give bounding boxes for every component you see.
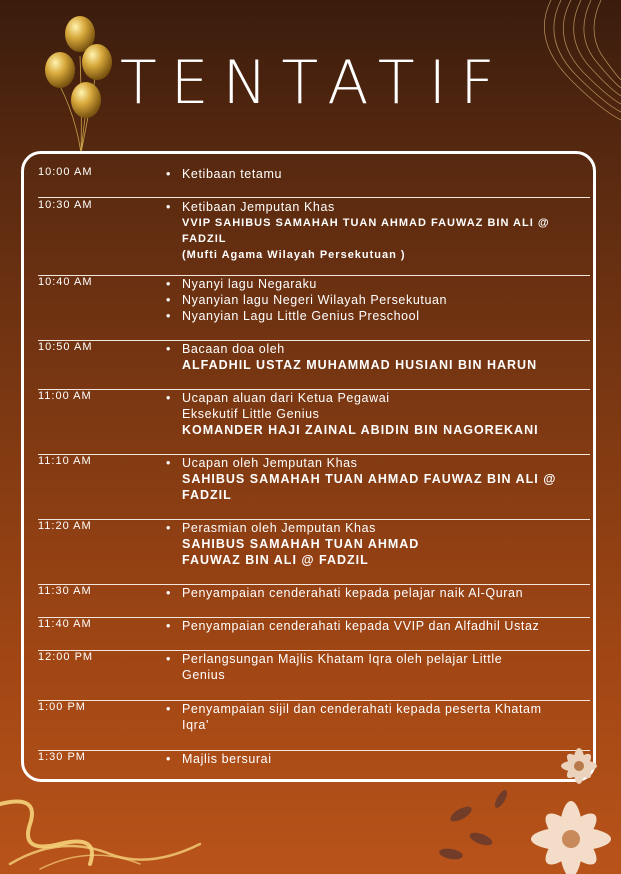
schedule-items [166,341,578,373]
schedule-time: 1:30 PM [38,751,86,763]
schedule-item-detail: FADZIL [182,233,227,245]
schedule-item: • Nyanyi lagu Negaraku [166,276,578,292]
schedule-item-detail: Iqra' [182,718,209,732]
schedule-items [166,651,578,683]
schedule-items [166,618,578,634]
gold-swirl-decoration [0,764,230,874]
schedule-item-detail: SAHIBUS SAMAHAH TUAN AHMAD FAUWAZ BIN ALI @ [182,472,557,486]
schedule-item: • Nyanyian Lagu Little Genius Preschool [166,308,578,324]
schedule-item-detail: FAUWAZ BIN ALI @ FADZIL [182,553,369,567]
schedule-items [166,585,578,601]
schedule-item-detail: KOMANDER HAJI ZAINAL ABIDIN BIN NAGOREKANI [182,423,539,437]
schedule-item: • Penyampaian cenderahati kepada pelajar naik Al-Quran [166,585,578,601]
schedule-item-detail: (Mufti Agama Wilayah Persekutuan ) [182,249,406,261]
schedule-item: • Nyanyian lagu Negeri Wilayah Persekutuan [166,292,578,308]
schedule-item: • Ucapan oleh Jemputan Khas [166,455,578,471]
schedule-items [166,199,578,263]
schedule-item-detail: FADZIL [182,488,232,502]
flowers-decoration [431,744,621,874]
schedule-items [166,520,578,568]
schedule-item: • Majlis bersurai [166,751,578,767]
page-title: TENTATIF [120,48,509,118]
schedule-row [38,455,590,520]
schedule-time: 10:40 AM [38,276,93,288]
schedule-row [38,166,590,198]
schedule-row [38,618,590,651]
schedule-item: • Ucapan aluan dari Ketua Pegawai [166,390,578,406]
schedule-time: 11:40 AM [38,618,92,630]
schedule-item-detail: Genius [182,668,226,682]
schedule-item: • Ketibaan Jemputan Khas [166,199,578,215]
schedule-time: 12:00 PM [38,651,94,663]
schedule-item: • Penyampaian sijil dan cenderahati kepada peserta Khatam [166,701,578,717]
schedule-time: 11:20 AM [38,520,92,532]
line-art-decoration [511,0,621,130]
schedule-time: 10:00 AM [38,166,93,178]
balloons-decoration [36,8,126,158]
schedule-row [38,199,590,276]
schedule-items [166,276,578,324]
schedule-row [38,341,590,390]
schedule-item: • Perlangsungan Majlis Khatam Iqra oleh pelajar Little [166,651,578,667]
schedule-items [166,166,578,182]
schedule-item-detail: ALFADHIL USTAZ MUHAMMAD HUSIANI BIN HARUN [182,358,538,372]
schedule-row [38,390,590,455]
schedule-item: • Ketibaan tetamu [166,166,578,182]
schedule-time: 11:10 AM [38,455,92,467]
schedule-time: 1:00 PM [38,701,86,713]
schedule-items [166,390,578,438]
schedule-row [38,585,590,618]
schedule-items [166,455,578,503]
schedule-time: 10:50 AM [38,341,93,353]
schedule-item-detail: Eksekutif Little Genius [182,407,320,421]
schedule-time: 11:00 AM [38,390,92,402]
schedule-time: 11:30 AM [38,585,92,597]
schedule-item: • Perasmian oleh Jemputan Khas [166,520,578,536]
schedule-row [38,520,590,585]
schedule-item-detail: SAHIBUS SAMAHAH TUAN AHMAD [182,537,420,551]
schedule-items [166,701,578,733]
schedule-item: • Bacaan doa oleh [166,341,578,357]
schedule-row [38,651,590,701]
schedule-item-detail: VVIP SAHIBUS SAMAHAH TUAN AHMAD FAUWAZ BIN ALI @ [182,217,550,229]
schedule-time: 10:30 AM [38,199,93,211]
schedule-row [38,276,590,341]
schedule-item: • Penyampaian cenderahati kepada VVIP dan Alfadhil Ustaz [166,618,578,634]
